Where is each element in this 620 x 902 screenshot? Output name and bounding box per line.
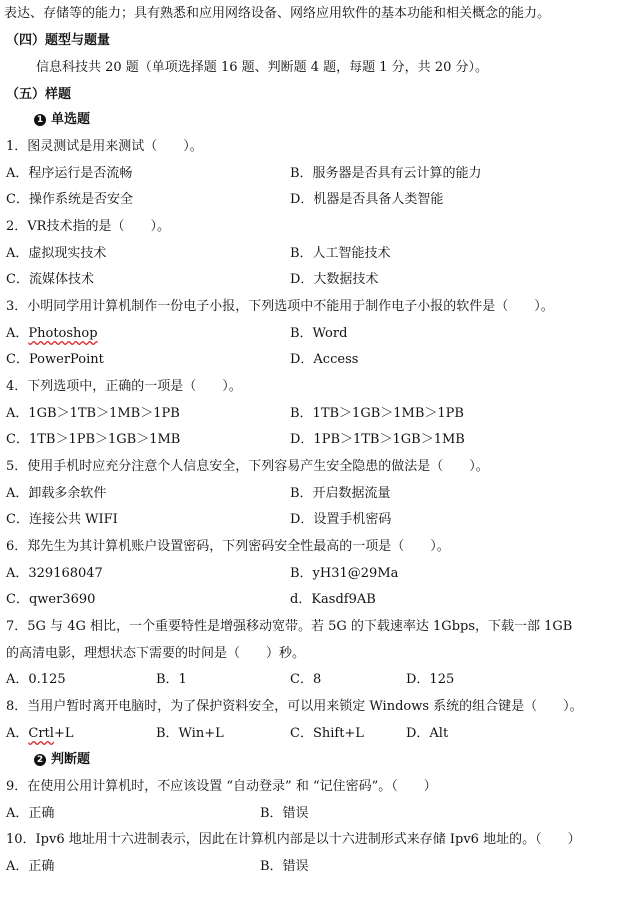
question-6: 6．郑先生为其计算机账户设置密码，下列密码安全性最高的一项是（ ）。 xyxy=(6,539,450,554)
q8-option-d: D．Alt xyxy=(406,726,449,741)
section-4-heading: （四）题型与题量 xyxy=(6,33,111,48)
q4-option-c: C．1TB＞1PB＞1GB＞1MB xyxy=(6,432,181,447)
question-10: 10．Ipv6 地址用十六进制表示，因此在计算机内部是以十六进制形式来存储 Ipv6 地址的。（ ） xyxy=(6,832,581,847)
q3-option-d: D．Access xyxy=(290,352,359,367)
question-9: 9．在使用公用计算机时，不应该设置 “自动登录” 和 “记住密码”。（ ） xyxy=(6,779,437,794)
q10-option-b: B．错误 xyxy=(260,859,309,874)
number-2-icon: 2 xyxy=(34,754,46,766)
q6-option-d: d．Kasdf9AB xyxy=(290,592,376,607)
question-2: 2．VR技术指的是（ ）。 xyxy=(6,219,170,234)
q6-option-b: B．yH31@29Ma xyxy=(290,566,399,581)
number-1-icon: 1 xyxy=(34,114,46,126)
intro-paragraph-tail: 表达、存储等的能力；具有熟悉和应用网络设备、网络应用软件的基本功能和相关概念的能力。 xyxy=(4,6,551,21)
q8-option-a-suffix: +L xyxy=(53,726,74,741)
question-7-line-1: 7．5G 与 4G 相比，一个重要特性是增强移动宽带。若 5G 的下载速率达 1Gbps，下载一部 1GB xyxy=(6,619,573,634)
question-1: 1．图灵测试是用来测试（ ）。 xyxy=(6,139,203,154)
q8-option-c: C．Shift+L xyxy=(290,726,364,741)
q4-option-d: D．1PB＞1TB＞1GB＞1MB xyxy=(290,432,465,447)
q2-option-c: C．流媒体技术 xyxy=(6,272,94,287)
q2-option-a: A．虚拟现实技术 xyxy=(6,246,107,261)
q5-option-c: C．连接公共 WIFI xyxy=(6,512,118,527)
q5-option-b: B．开启数据流量 xyxy=(290,486,391,501)
question-8: 8．当用户暂时离开电脑时，为了保护资料安全，可以用来锁定 Windows 系统的组合键是（ ）。 xyxy=(6,699,583,714)
true-false-subheading xyxy=(34,751,90,769)
section-4-body: 信息科技共 20 题（单项选择题 16 题、判断题 4 题，每题 1 分，共 20 分）。 xyxy=(36,60,488,75)
q1-option-c: C．操作系统是否安全 xyxy=(6,192,133,207)
q2-option-d: D．大数据技术 xyxy=(290,272,379,287)
q8-option-a-prefix: A． xyxy=(6,726,29,741)
q8-option-b: B．Win+L xyxy=(156,726,224,741)
section-5-heading: （五）样题 xyxy=(6,87,72,102)
single-choice-subheading xyxy=(34,111,90,129)
q1-option-b: B．服务器是否具有云计算的能力 xyxy=(290,166,482,181)
q7-option-a: A．0.125 xyxy=(6,672,66,687)
question-3: 3．小明同学用计算机制作一份电子小报，下列选项中不能用于制作电子小报的软件是（ ）。 xyxy=(6,299,554,314)
q3-option-a-word: Photoshop xyxy=(28,326,98,341)
q5-option-a: A．卸载多余软件 xyxy=(6,486,107,501)
q1-option-d: D．机器是否具备人类智能 xyxy=(290,192,444,207)
q10-option-a: A．正确 xyxy=(6,859,55,874)
true-false-title: 判断题 xyxy=(51,752,91,767)
q4-option-b: B．1TB＞1GB＞1MB＞1PB xyxy=(290,406,464,421)
question-4: 4．下列选项中，正确的一项是（ ）。 xyxy=(6,379,242,394)
q6-option-c: C．qwer3690 xyxy=(6,592,96,607)
q8-option-a-word: Crtl xyxy=(28,726,54,741)
q6-option-a: A．329168047 xyxy=(6,566,103,581)
q1-option-a: A．程序运行是否流畅 xyxy=(6,166,133,181)
question-7-line-2: 的高清电影，理想状态下需要的时间是（ ）秒。 xyxy=(6,646,306,661)
q5-option-d: D．设置手机密码 xyxy=(290,512,392,527)
q7-option-c: C．8 xyxy=(290,672,322,687)
q7-option-b: B．1 xyxy=(156,672,187,687)
q9-option-a: A．正确 xyxy=(6,806,55,821)
q3-option-c: C．PowerPoint xyxy=(6,352,104,367)
question-5: 5．使用手机时应充分注意个人信息安全，下列容易产生安全隐患的做法是（ ）。 xyxy=(6,459,489,474)
q3-option-a-prefix: A． xyxy=(6,326,29,341)
q7-option-d: D．125 xyxy=(406,672,455,687)
q4-option-a: A．1GB＞1TB＞1MB＞1PB xyxy=(6,406,180,421)
single-choice-title: 单选题 xyxy=(51,112,91,127)
q2-option-b: B．人工智能技术 xyxy=(290,246,391,261)
q9-option-b: B．错误 xyxy=(260,806,309,821)
q8-option-a xyxy=(6,725,73,743)
q3-option-a xyxy=(6,325,98,343)
q3-option-b: B．Word xyxy=(290,326,348,341)
